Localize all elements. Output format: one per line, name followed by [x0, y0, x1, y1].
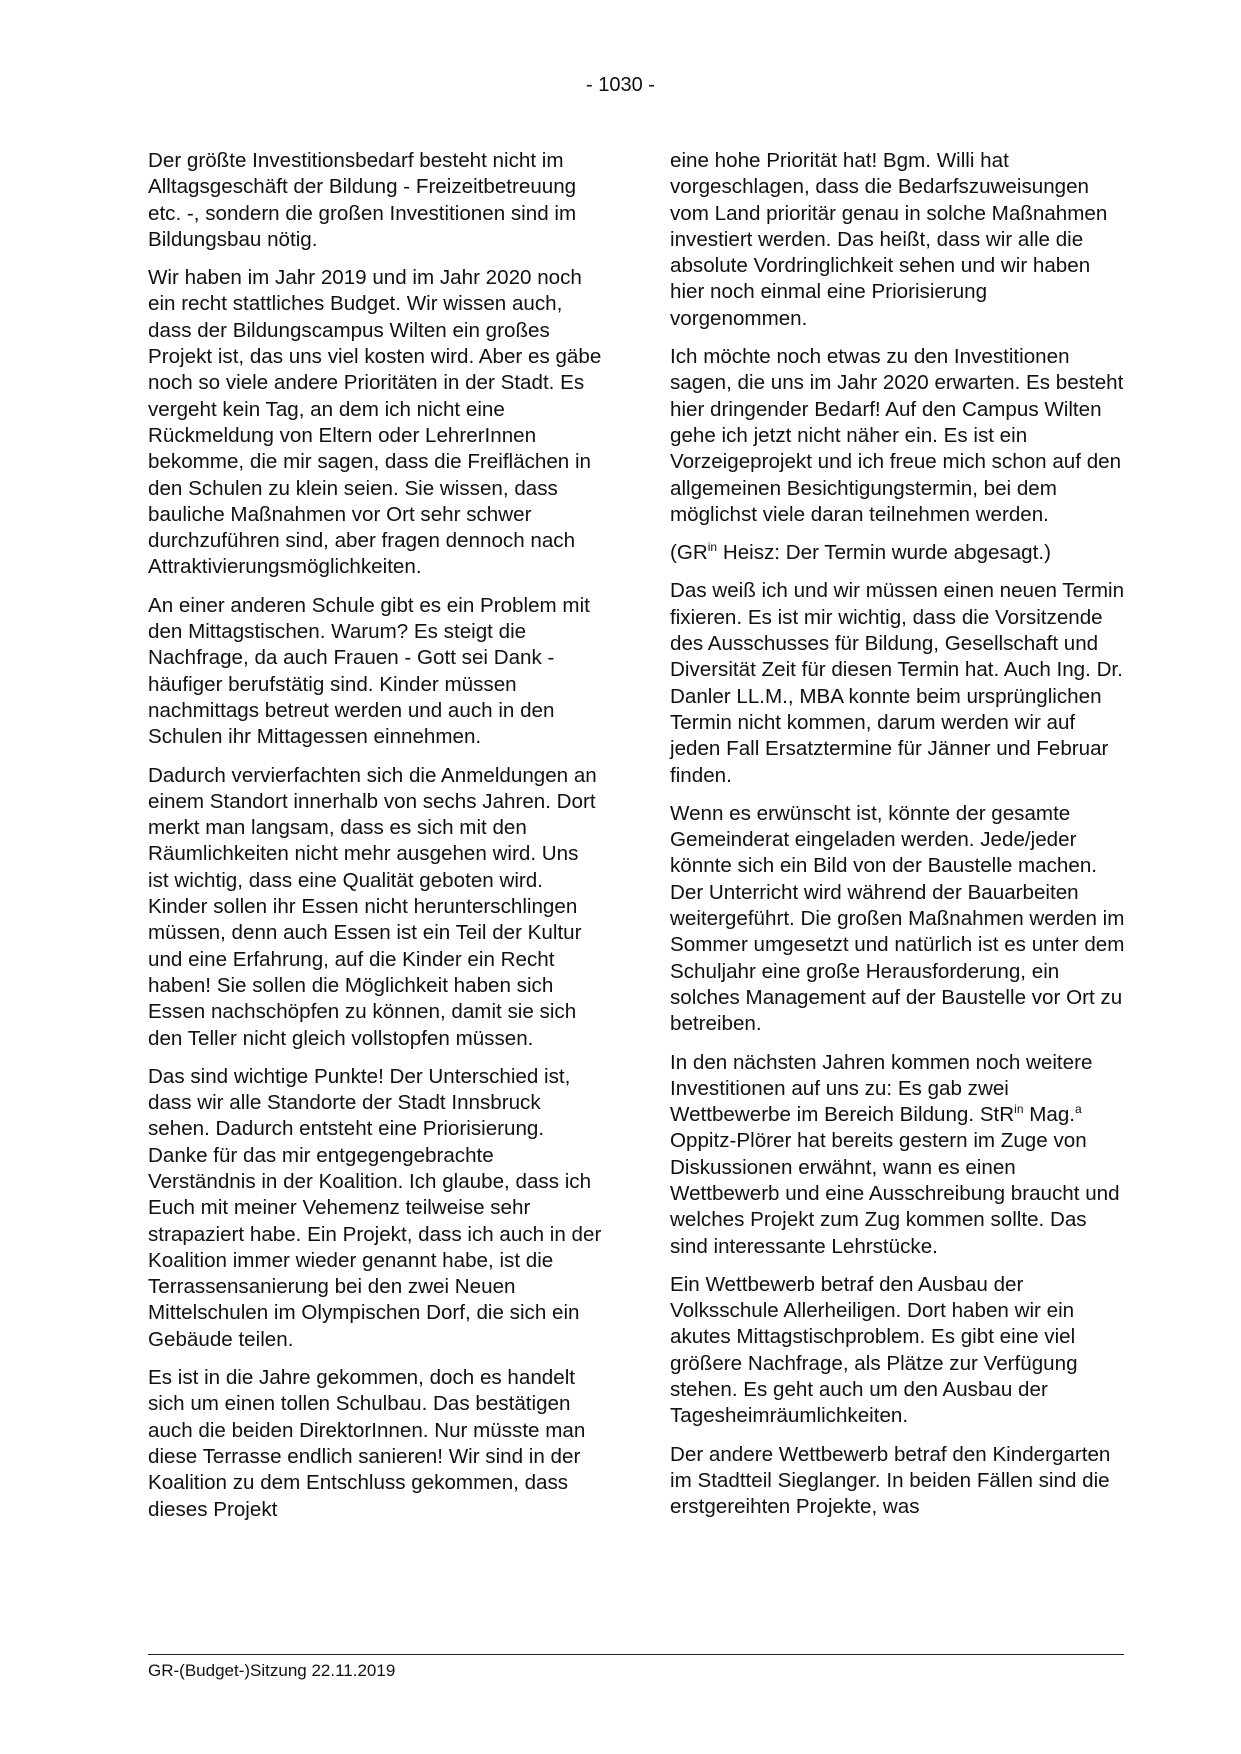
paragraph: Dadurch vervierfachten sich die Anmeldungen an einem Standort innerhalb von sechs Jahren. Dort merkt man langsam, dass es sich mit den Räumlichkeiten nicht mehr ausgehen wird. Uns ist wichtig, dass eine Qualität geboten wird. Kinder sollen ihr Essen nicht herunterschlingen müssen, denn auch Essen ist ein Teil der Kultur und eine Erfahrung, auf die Kinder ein Recht haben! Sie sollen die Möglichkeit haben sich Essen nachschöpfen zu können, damit sie sich den Teller nicht gleich vollstopfen müssen. — [148, 763, 597, 1050]
paragraph: An einer anderen Schule gibt es ein Problem mit den Mittagstischen. Warum? Es steigt die Nachfrage, da auch Frauen - Gott sei Dank - häufiger berufstätig sind. Kinder müssen nachmittags betreut werden und auch in den Schulen ihr Mittagessen einnehmen. — [148, 593, 590, 749]
paragraph: Wenn es erwünscht ist, könnte der gesamte Gemeinderat eingeladen werden. Jede/jeder könnte sich ein Bild von der Baustelle machen. Der Unterricht wird während der Bauarbeiten weitergeführt. Die großen Maßnahmen werden im Sommer umgesetzt und natürlich ist es unter dem Schuljahr eine große Herausforderung, ein solches Management auf der Baustelle vor Ort zu betreiben. — [670, 801, 1125, 1036]
interjection — [670, 540, 1126, 566]
paragraph: Es ist in die Jahre gekommen, doch es handelt sich um einen tollen Schulbau. Das bestätigen auch die beiden DirektorInnen. Nur müsste man diese Terrasse endlich sanieren! Wir sind in der Koalition zu dem Entschluss gekommen, dass dieses Projekt — [148, 1366, 586, 1521]
right-column — [670, 148, 1126, 1533]
paragraph: Ein Wettbewerb betraf den Ausbau der Volksschule Allerheiligen. Dort haben wir ein akutes Mittagstischproblem. Es gibt eine viel größere Nachfrage, als Plätze zur Verfügung stehen. Es geht auch um den Ausbau der Tagesheimräumlichkeiten. — [670, 1272, 1078, 1428]
paragraph: eine hohe Priorität hat! Bgm. Willi hat vorgeschlagen, dass die Bedarfszuweisungen vom Land prioritär genau in solche Maßnahmen investiert werden. Das heißt, dass wir alle die absolute Vordringlichkeit sehen und wir haben hier noch einmal eine Priorisierung vorgenommen. — [670, 149, 1108, 330]
superscript: in — [1014, 1102, 1024, 1117]
footer-divider — [148, 1654, 1124, 1655]
text-segment: In den nächsten Jahren kommen noch weitere Investitionen auf uns zu: Es gab zwei Wettbewerbe im Bereich Bildung. StR — [670, 1050, 1093, 1127]
page-number: - 1030 - — [586, 74, 655, 96]
superscript: in — [707, 540, 718, 555]
left-column — [148, 148, 604, 1535]
paragraph: Ich möchte noch etwas zu den Investitionen sagen, die uns im Jahr 2020 erwarten. Es besteht hier dringender Bedarf! Auf den Campus Wilten gehe ich jetzt nicht näher ein. Es ist ein Vorzeigeprojekt und ich freue mich schon auf den allgemeinen Besichtigungstermin, bei dem möglichst viele daran teilnehmen werden. — [670, 345, 1124, 526]
paragraph: Der größte Investitionsbedarf besteht nicht im Alltagsgeschäft der Bildung - Freizeitbetreuung etc. -, sondern die großen Investitionen sind im Bildungsbau nötig. — [148, 149, 577, 251]
superscript: a — [1075, 1102, 1082, 1117]
paragraph — [670, 1050, 1126, 1260]
interjection-text: Heisz: Der Termin wurde abgesagt.) — [717, 541, 1051, 565]
paragraph: Der andere Wettbewerb betraf den Kindergarten im Stadtteil Sieglanger. In beiden Fällen sind die erstgereihten Projekte, was — [670, 1442, 1111, 1519]
paragraph: Das sind wichtige Punkte! Der Unterschied ist, dass wir alle Standorte der Stadt Innsbruck sehen. Dadurch entsteht eine Priorisierung. Danke für das mir entgegengebrachte Verständnis in der Koalition. Ich glaube, dass ich Euch mit meiner Vehemenz teilweise sehr strapaziert habe. Ein Projekt, dass ich auch in der Koalition immer wieder genannt habe, ist die Terrassensanierung bei den zwei Neuen Mittelschulen im Olympischen Dorf, die sich ein Gebäude teilen. — [148, 1064, 602, 1351]
text-segment: Mag. — [1023, 1103, 1076, 1127]
paragraph: Das weiß ich und wir müssen einen neuen Termin fixieren. Es ist mir wichtig, dass die Vorsitzende des Ausschusses für Bildung, Gesellschaft und Diversität Zeit für diesen Termin hat. Auch Ing. Dr. Danler LL.M., MBA konnte beim ursprünglichen Termin nicht kommen, darum werden wir auf jeden Fall Ersatztermine für Jänner und Februar finden. — [670, 579, 1125, 787]
paragraph: Wir haben im Jahr 2019 und im Jahr 2020 noch ein recht stattliches Budget. Wir wissen auch, dass der Bildungscampus Wilten ein großes Projekt ist, das uns viel kosten wird. Aber es gäbe noch so viele andere Prioritäten in der Stadt. Es vergeht kein Tag, an dem ich nicht eine Rückmeldung von Eltern oder LehrerInnen bekomme, die mir sagen, dass die Freiflächen in den Schulen zu klein seien. Sie wissen, dass bauliche Maßnahmen vor Ort sehr schwer durchzuführen sind, aber fragen dennoch nach Attraktivierungsmöglichkeiten. — [148, 266, 602, 579]
text-segment: Oppitz-Plörer hat bereits gestern im Zuge von Diskussionen erwähnt, wann es einen Wettbewerb und eine Ausschreibung braucht und welches Projekt zum Zug kommen sollte. Das sind interessante Lehrstücke. — [670, 1129, 1120, 1258]
interjection-open: (GR — [670, 541, 708, 565]
footer-session-label: GR-(Budget-)Sitzung 22.11.2019 — [148, 1661, 396, 1680]
